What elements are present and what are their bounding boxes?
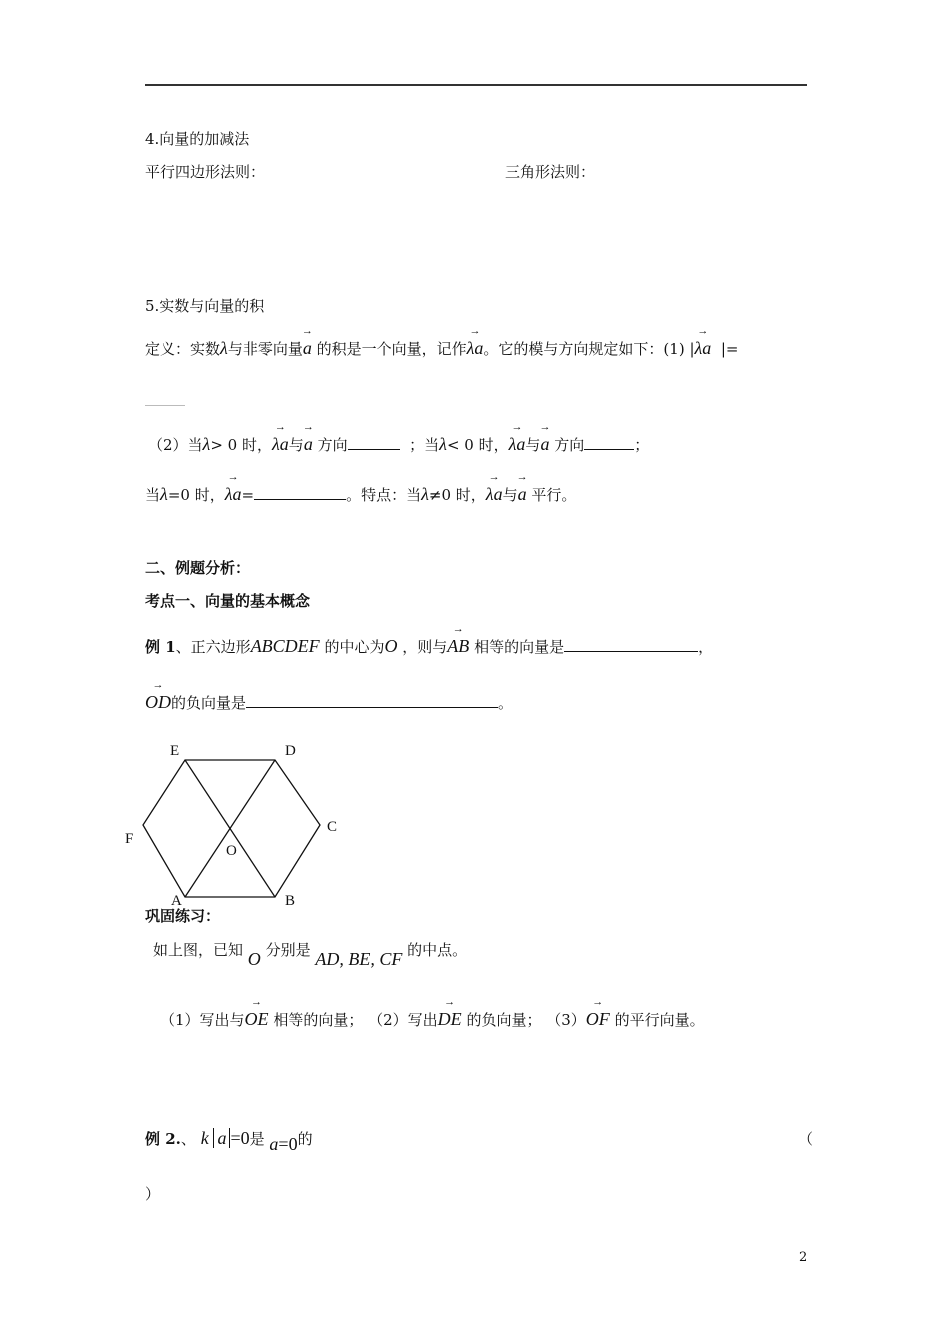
arrow-icon: → xyxy=(697,325,709,337)
vector-ab xyxy=(447,623,470,657)
vector-a-letter: a xyxy=(517,484,527,504)
ex1-text-5: ， xyxy=(698,638,714,656)
point-1-title: 考点一、向量的基本概念 xyxy=(145,592,311,610)
answer-blank[interactable] xyxy=(348,449,400,450)
def-text-b: 与非零向量 xyxy=(227,340,303,358)
arrow-icon: → xyxy=(469,325,481,337)
vector-a-letter: a xyxy=(269,1134,279,1154)
vector-a-letter: a xyxy=(303,434,313,454)
vector-of xyxy=(585,996,610,1030)
vector-a-letter: a xyxy=(540,434,550,454)
vector-lambda-a xyxy=(508,421,526,455)
hexagon-diagram xyxy=(115,735,355,915)
vector-oe xyxy=(244,996,269,1030)
vector-de-letters: DE xyxy=(437,1009,462,1029)
l3-text-f: 与 xyxy=(502,486,518,504)
q3-text-a: （3） xyxy=(546,1011,586,1029)
header-rule xyxy=(145,84,807,86)
example-2-label: 例 2. xyxy=(145,1130,181,1148)
vertex-label-c: C xyxy=(327,819,338,835)
vector-ab-letters: AB xyxy=(447,636,470,656)
vector-a-letter: a xyxy=(232,484,242,504)
vertex-label-a: A xyxy=(171,893,182,909)
arrow-icon: → xyxy=(301,325,313,337)
lambda-symbol: λ xyxy=(694,338,703,358)
lambda-symbol: λ xyxy=(160,484,168,504)
vector-lambda-a-modulus xyxy=(694,325,712,359)
def-text-a: 定义：实数 xyxy=(145,340,221,358)
vector-lambda-a xyxy=(466,325,484,359)
ex2-text-4: =0 xyxy=(278,1134,298,1154)
vector-lambda-a xyxy=(272,421,289,455)
vector-a xyxy=(516,471,528,505)
vector-a-letter: a xyxy=(474,338,484,358)
ex1-text-2: 的中心为 xyxy=(324,638,385,656)
def-text-d: 。它的模与方向规定如下：(1) xyxy=(483,340,685,358)
def-end: |= xyxy=(720,340,739,358)
vector-a xyxy=(301,325,313,359)
vector-a-letter: a xyxy=(702,338,712,358)
triangle-rule-label: 三角形法则： xyxy=(505,163,596,181)
vector-a-letter: a xyxy=(516,434,526,454)
practice-text-c: 的中点。 xyxy=(407,941,468,959)
page-number: 2 xyxy=(799,1250,808,1265)
faint-blank-line xyxy=(145,405,185,406)
ex2-text-5: 的 xyxy=(297,1130,313,1148)
q3-text-b: 的平行向量。 xyxy=(614,1011,705,1029)
arrow-icon: → xyxy=(488,471,500,483)
lambda-symbol: λ xyxy=(485,484,494,504)
l2-text-g: 与 xyxy=(525,436,541,454)
l2-text-f: < 0 时， xyxy=(446,436,509,454)
q2-text-b: 的负向量； xyxy=(466,1011,542,1029)
lambda-symbol: λ xyxy=(220,338,228,358)
ex2-text-1: 、 xyxy=(180,1130,196,1148)
l3-text-c: = xyxy=(241,486,255,504)
section-4-title: 4.向量的加减法 xyxy=(145,130,250,148)
q1-text-a: （1）写出与 xyxy=(160,1011,245,1029)
ex2-text-3: 是 xyxy=(249,1130,265,1148)
l3-text-e: ≠0 时， xyxy=(428,486,486,504)
vector-a xyxy=(302,421,314,455)
lambda-symbol: λ xyxy=(224,484,233,504)
lambda-symbol: λ xyxy=(508,434,517,454)
parallelogram-rule-label: 平行四边形法则： xyxy=(145,163,266,181)
segments-ad-be-cf: AD, BE, CF xyxy=(315,949,403,969)
arrow-icon: → xyxy=(516,471,528,483)
l3-text-a: 当 xyxy=(145,486,161,504)
l2-text-e: ；当 xyxy=(409,436,440,454)
practice-text-a: 如上图，已知 xyxy=(153,941,244,959)
arrow-icon: → xyxy=(452,623,464,635)
arrow-icon: → xyxy=(152,679,164,691)
vector-a-letter: a xyxy=(279,434,289,454)
ex1-text-6: 的负向量是 xyxy=(171,694,247,712)
vector-od-letters: OD xyxy=(145,692,171,712)
part-2-title: 二、例题分析： xyxy=(145,559,251,577)
example-1-label: 例 1 xyxy=(145,638,176,656)
l2-text-d: 方向 xyxy=(317,436,348,454)
arrow-icon: → xyxy=(444,996,456,1008)
vertex-label-b: B xyxy=(285,893,296,909)
l3-text-b: =0 时， xyxy=(167,486,225,504)
paren-close: ） xyxy=(145,1185,161,1203)
practice-questions xyxy=(160,996,705,1030)
scalar-k: k xyxy=(200,1128,209,1148)
practice-title: 巩固练习： xyxy=(145,907,221,925)
l2-text-c: 与 xyxy=(288,436,304,454)
practice-text-b: 分别是 xyxy=(265,941,311,959)
example-2-line xyxy=(145,1128,313,1154)
answer-blank[interactable] xyxy=(254,499,346,500)
vector-lambda-a xyxy=(224,471,242,505)
section-5-title: 5.实数与向量的积 xyxy=(145,297,265,315)
arrow-icon: → xyxy=(539,421,551,433)
example-1-line-1 xyxy=(145,623,714,657)
zero-lambda-line xyxy=(145,471,577,505)
vertex-label-d: D xyxy=(285,743,296,759)
lambda-symbol: λ xyxy=(202,434,211,454)
ex1-text-1: 、正六边形 xyxy=(175,638,251,656)
arrow-icon: → xyxy=(592,996,604,1008)
answer-blank[interactable] xyxy=(584,449,634,450)
ex1-text-4: 相等的向量是 xyxy=(474,638,565,656)
vector-oe-letters: OE xyxy=(244,1009,269,1029)
point-o: O xyxy=(247,949,261,969)
abs-a xyxy=(213,1128,230,1148)
l3-text-d: 。特点：当 xyxy=(346,486,422,504)
l2-text-a: （2）当 xyxy=(148,436,203,454)
example-1-line-2 xyxy=(145,679,514,713)
l3-text-g: 平行。 xyxy=(531,486,577,504)
lambda-symbol: λ xyxy=(421,484,429,504)
ex1-text-3: ，则与 xyxy=(402,638,448,656)
vector-a-letter: a xyxy=(493,484,503,504)
center-label-o: O xyxy=(226,843,237,859)
lambda-symbol: λ xyxy=(466,338,475,358)
l2-text-h: 方向 xyxy=(554,436,585,454)
arrow-icon: → xyxy=(302,421,314,433)
arrow-icon: → xyxy=(227,471,239,483)
q1-text-b: 相等的向量； xyxy=(273,1011,364,1029)
answer-blank[interactable] xyxy=(246,707,498,708)
vector-de xyxy=(437,996,462,1030)
hexagon-outline xyxy=(143,760,320,897)
practice-intro xyxy=(153,939,468,969)
vector-a-letter: a xyxy=(302,338,312,358)
arrow-icon: → xyxy=(251,996,263,1008)
lambda-symbol: λ xyxy=(439,434,447,454)
answer-blank[interactable] xyxy=(564,651,698,652)
vector-a xyxy=(539,421,551,455)
arrow-icon: → xyxy=(511,421,523,433)
l2-end: ； xyxy=(634,436,650,454)
vector-a-letter: a xyxy=(217,1128,227,1148)
ex1-text-7: 。 xyxy=(498,694,514,712)
vector-of-letters: OF xyxy=(585,1009,610,1029)
arrow-icon: → xyxy=(274,421,286,433)
def-text-c: 的积是一个向量，记作 xyxy=(316,340,467,358)
lambda-symbol: λ xyxy=(272,434,280,454)
hexagon-name: ABCDEF xyxy=(250,636,320,656)
l2-text-b: > 0 时， xyxy=(210,436,272,454)
vector-lambda-a xyxy=(485,471,503,505)
direction-line xyxy=(148,421,650,455)
definition-line: 定义：实数λ与非零向量 → a 的积是一个向量，记作 → λa。它的模与方向规定如下：(1) | → λa |= xyxy=(145,325,739,358)
vertex-label-f: F xyxy=(125,831,134,847)
ex2-text-2: =0 xyxy=(230,1128,250,1148)
q2-text-a: （2）写出 xyxy=(368,1011,438,1029)
vertex-label-e: E xyxy=(170,743,180,759)
vector-od xyxy=(145,679,171,713)
paren-open: （ xyxy=(798,1130,814,1148)
center-o: O xyxy=(384,636,398,656)
